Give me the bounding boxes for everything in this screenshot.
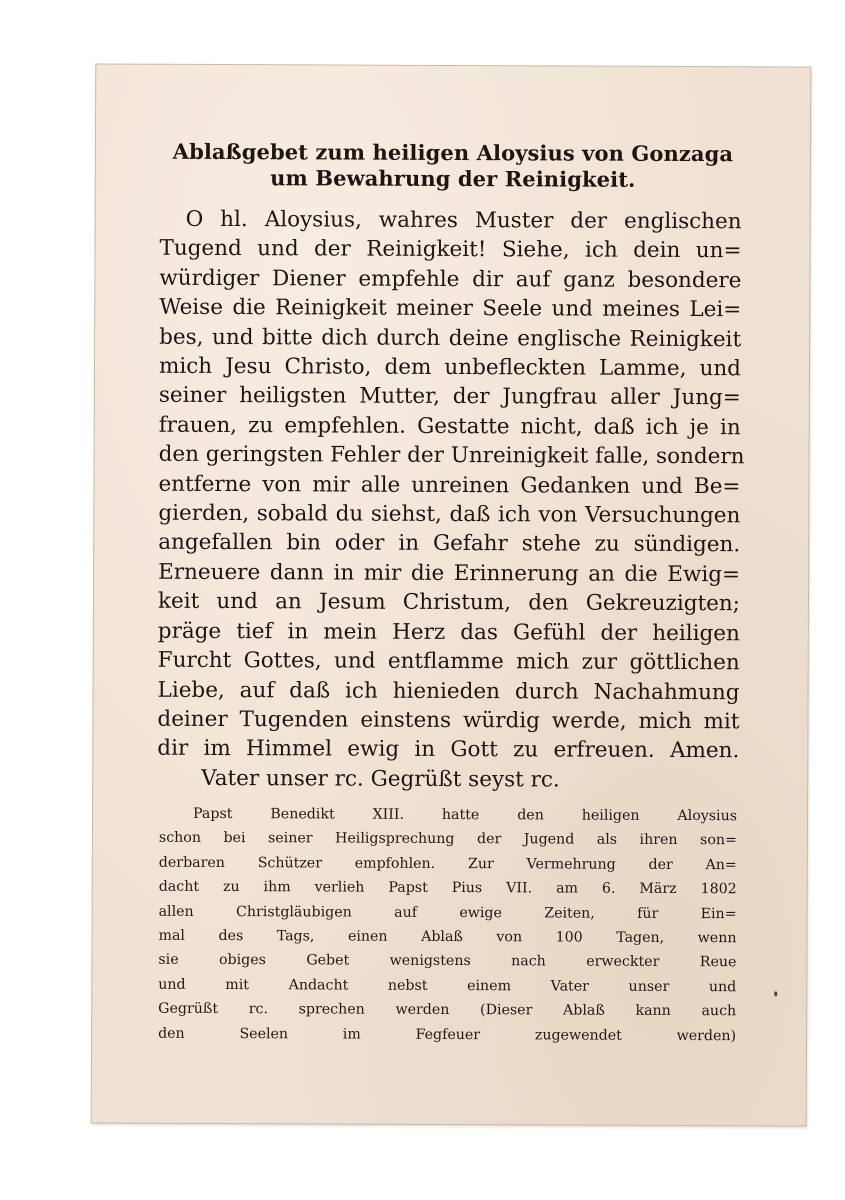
prayer-line: dir im Himmel ewig in Gott zu erfreuen. Amen. — [157, 736, 740, 764]
prayer-line: präge tief in mein Herz das Gefühl der heiligen — [157, 618, 740, 646]
title-line-1: Ablaßgebet zum heiligen Aloysius von Gonzaga — [172, 138, 734, 167]
prayer-line: Tugend und der Reinigkeit! Siehe, ich dein un= — [159, 236, 742, 264]
prayer-line: würdiger Diener empfehle dir auf ganz besondere — [159, 265, 742, 294]
prayer-line: keit und an Jesum Christum, den Gekreuzigten; — [157, 589, 741, 617]
prayer-line: mich Jesu Christo, dem unbefleckten Lamme, und — [158, 353, 742, 382]
paper-speck — [774, 991, 777, 996]
card-title — [136, 139, 770, 194]
note-line: mal des Tags, einen Ablaß von 100 Tagen, wenn — [158, 927, 737, 947]
prayer-line: Weise die Reinigkeit meiner Seele und meines Lei= — [159, 294, 742, 323]
prayer-line: seiner heiligsten Mutter, der Jungfrau aller Jung= — [158, 383, 741, 411]
prayer-line: Liebe, auf daß ich hienieden durch Nachahmung — [157, 677, 740, 705]
note-line: und mit Andacht nebst einem Vater unser und — [158, 976, 737, 996]
note-line: schon bei seiner Heiligsprechung der Jugend als ihren son= — [158, 830, 737, 849]
prayer-line: angefallen bin oder in Gefahr stehe zu sündigen. — [158, 530, 741, 558]
prayer-line: den geringsten Fehler der Unreinigkeit falle, sondern — [158, 441, 745, 470]
prayer-line: deiner Tugenden einstens würdig werde, mich mit — [157, 706, 740, 735]
note-line: Papst Benedikt XIII. hatte den heiligen Aloysius — [193, 805, 738, 825]
prayer-line: Furcht Gottes, und entflamme mich zur göttlichen — [157, 647, 740, 676]
closing-line: Vater unser rc. Gegrüßt seyst rc. — [201, 765, 560, 793]
note-line: allen Christgläubigen auf ewige Zeiten, für Ein= — [158, 903, 737, 922]
title-line-2: um Bewahrung der Reinigkeit. — [270, 165, 636, 192]
prayer-line: O hl. Aloysius, wahres Muster der englischen — [185, 206, 742, 235]
prayer-line: entferne von mir alle unreinen Gedanken und Be= — [158, 471, 741, 499]
note-line: Gegrüßt rc. sprechen werden (Dieser Ablaß kann auch — [158, 1000, 737, 1020]
note-line: sie obiges Gebet wenigstens nach erweckter Reue — [158, 952, 737, 971]
prayer-line: frauen, zu empfehlen. Gestatte nicht, daß ich je in — [158, 412, 741, 441]
indulgence-note — [158, 802, 737, 1049]
prayer-line: Erneuere dann in mir die Erinnerung an die Ewig= — [158, 559, 741, 588]
note-line: derbaren Schützer empfohlen. Zur Vermehrung der An= — [158, 854, 737, 874]
prayer-line: gierden, sobald du siehst, daß ich von Versuchungen — [158, 500, 741, 529]
prayer-card — [92, 64, 811, 1125]
note-line: den Seelen im Fegfeuer zugewendet werden) — [158, 1025, 737, 1044]
note-line: dacht zu ihm verlieh Papst Pius VII. am 6. März 1802 — [158, 878, 737, 898]
prayer-text — [157, 205, 745, 796]
prayer-line: bes, und bitte dich durch deine englische Reinigkeit — [159, 324, 742, 352]
